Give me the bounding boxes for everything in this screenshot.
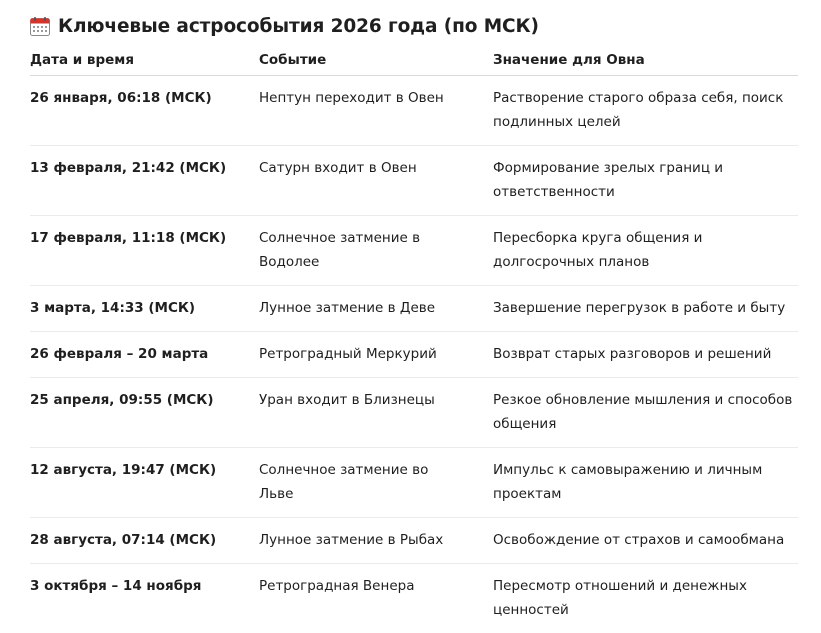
table-row (30, 448, 798, 518)
meaning-cell: Импульс к самовыражению и личным проектам (493, 448, 798, 518)
table-header-row (30, 52, 798, 76)
meaning-cell: Завершение перегрузок в работе и быту (493, 286, 798, 332)
event-cell: Ретроградная Венера (259, 564, 493, 633)
date-cell: 28 августа, 07:14 (МСК) (30, 518, 259, 564)
meaning-cell: Растворение старого образа себя, поиск подлинных целей (493, 76, 798, 146)
date-cell: 3 октября – 14 ноября (30, 564, 259, 633)
event-cell: Солнечное затмение во Льве (259, 448, 493, 518)
event-cell: Лунное затмение в Рыбах (259, 518, 493, 564)
event-cell: Сатурн входит в Овен (259, 146, 493, 216)
table-row (30, 216, 798, 286)
date-cell: 13 февраля, 21:42 (МСК) (30, 146, 259, 216)
date-cell: 26 января, 06:18 (МСК) (30, 76, 259, 146)
table-row (30, 76, 798, 146)
meaning-cell: Формирование зрелых границ и ответственности (493, 146, 798, 216)
event-cell: Ретроградный Меркурий (259, 332, 493, 378)
column-header-event: Событие (259, 52, 493, 76)
table-row (30, 286, 798, 332)
event-cell: Уран входит в Близнецы (259, 378, 493, 448)
table-body (30, 76, 798, 633)
event-cell: Нептун переходит в Овен (259, 76, 493, 146)
meaning-cell: Пересборка круга общения и долгосрочных планов (493, 216, 798, 286)
event-cell: Солнечное затмение в Водолее (259, 216, 493, 286)
meaning-cell: Возврат старых разговоров и решений (493, 332, 798, 378)
events-table (30, 52, 798, 633)
table-row (30, 378, 798, 448)
table-row (30, 518, 798, 564)
content (30, 0, 798, 633)
page-title: Ключевые астрособытия 2026 года (по МСК) (58, 16, 539, 37)
heading (30, 0, 798, 52)
column-header-meaning: Значение для Овна (493, 52, 798, 76)
meaning-cell: Освобождение от страхов и самообмана (493, 518, 798, 564)
meaning-cell: Резкое обновление мышления и способов общения (493, 378, 798, 448)
column-header-date: Дата и время (30, 52, 259, 76)
meaning-cell: Пересмотр отношений и денежных ценностей (493, 564, 798, 633)
table-row (30, 332, 798, 378)
date-cell: 26 февраля – 20 марта (30, 332, 259, 378)
event-cell: Лунное затмение в Деве (259, 286, 493, 332)
table-row (30, 146, 798, 216)
date-cell: 12 августа, 19:47 (МСК) (30, 448, 259, 518)
date-cell: 3 марта, 14:33 (МСК) (30, 286, 259, 332)
table-row (30, 564, 798, 633)
date-cell: 25 апреля, 09:55 (МСК) (30, 378, 259, 448)
calendar-icon (30, 17, 50, 36)
date-cell: 17 февраля, 11:18 (МСК) (30, 216, 259, 286)
